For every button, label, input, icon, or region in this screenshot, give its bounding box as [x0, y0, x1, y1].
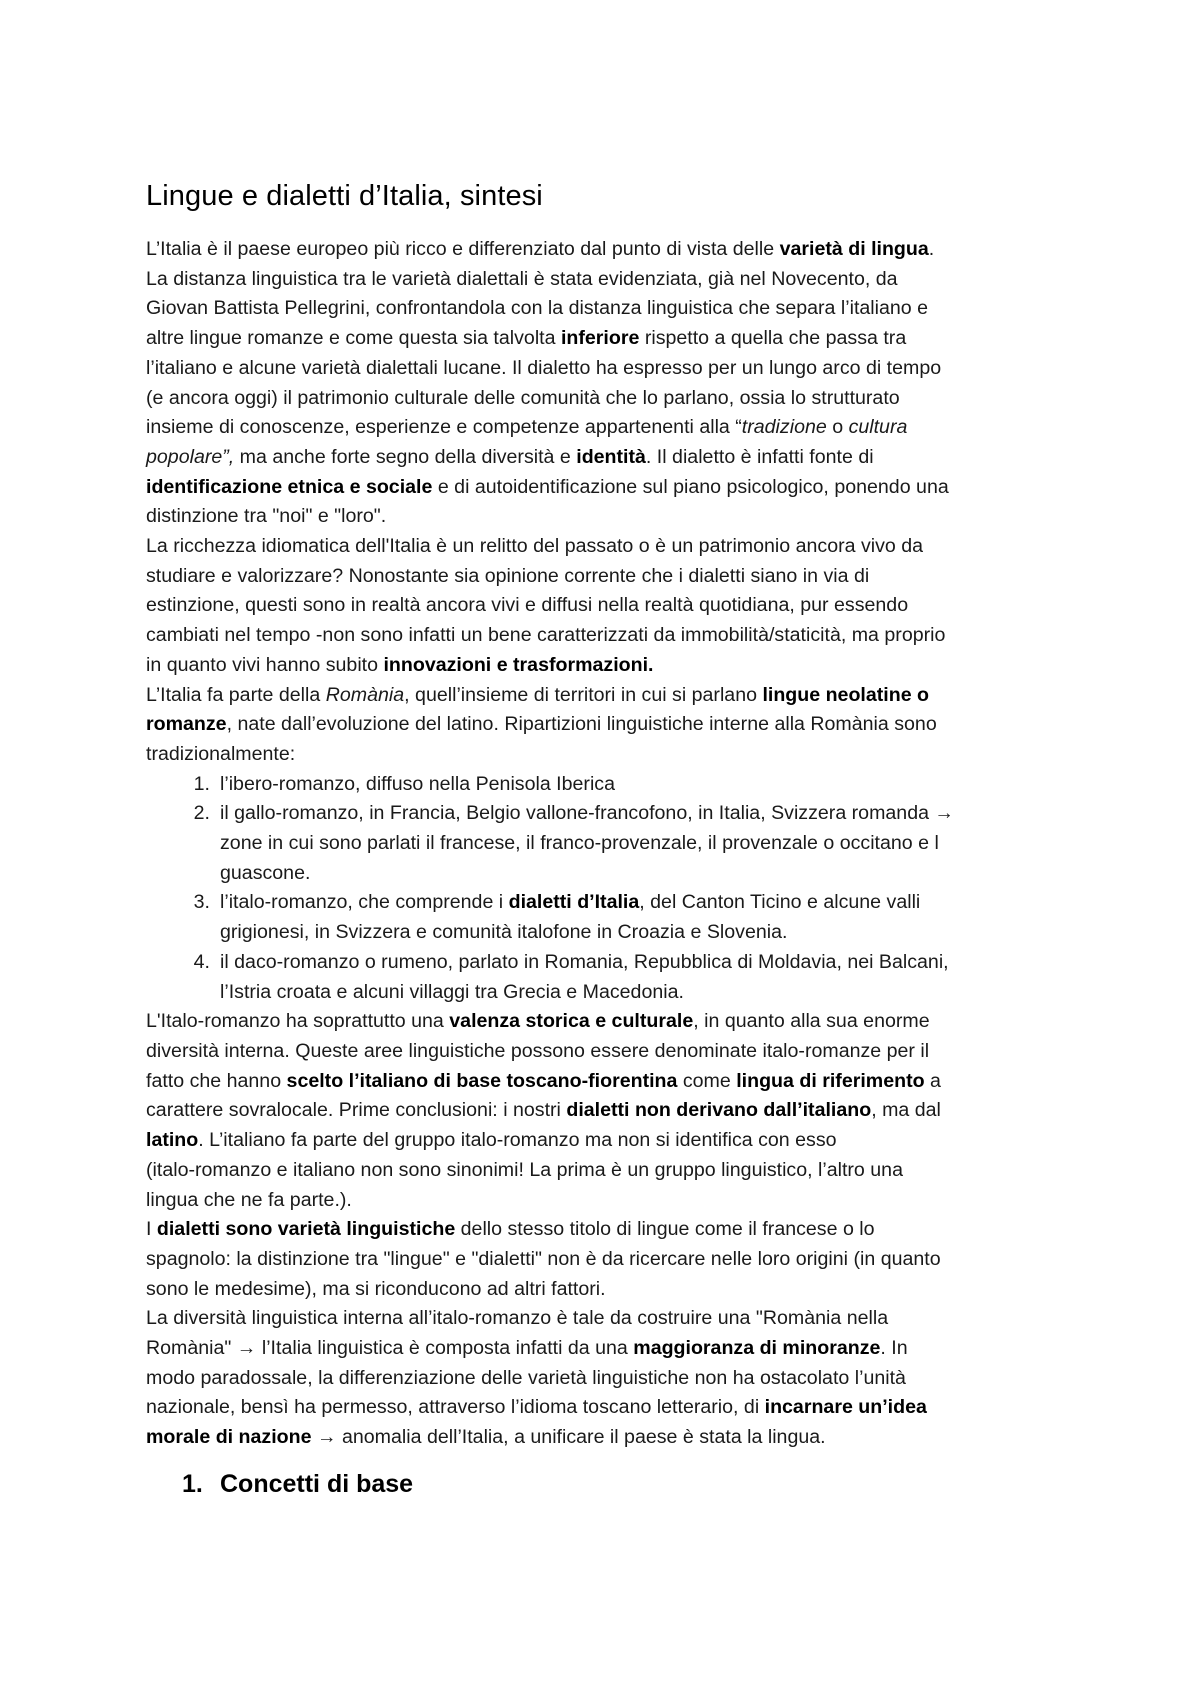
text-line: tradizionalmente: — [146, 742, 296, 765]
text-line — [146, 681, 1076, 711]
text-line — [146, 1067, 1076, 1097]
text-run: il gallo-romanzo, in Francia, Belgio vallone-francofono, in Italia, Svizzera romanda → — [220, 802, 955, 825]
text-line: l’italiano e alcune varietà dialettali lucane. Il dialetto ha espresso per un lungo arco di tempo — [146, 356, 942, 379]
bold-term: dialetti non derivano dall’italiano — [566, 1099, 872, 1122]
text-run: nazionale, bensì ha permesso, attraverso l’idioma toscano letterario, di — [146, 1396, 765, 1419]
text-line: cambiati nel tempo -non sono infatti un bene caratterizzati da immobilità/staticità, ma proprio — [146, 624, 946, 647]
text-run: , nate dall’evoluzione del latino. Ripartizioni linguistiche interne alla Romània sono — [226, 713, 937, 736]
text-line: distinzione tra "noi" e "loro". — [146, 505, 387, 528]
text-line — [146, 1423, 1076, 1453]
bold-term: identificazione etnica e sociale — [146, 475, 433, 498]
list-item — [146, 948, 1076, 978]
list-number: 4. — [193, 950, 210, 973]
text-run: come — [677, 1069, 737, 1092]
text-line: La diversità linguistica interna all’italo-romanzo è tale da costruire una "Romània nella — [146, 1307, 889, 1330]
list-item-continuation: guascone. — [220, 861, 311, 884]
bold-term: identità — [576, 445, 646, 468]
section-title: Concetti di base — [220, 1470, 414, 1498]
text-line — [146, 324, 1076, 354]
italic-term: popolare”, — [146, 445, 235, 468]
italic-term: cultura — [848, 416, 908, 439]
text-run: ma anche forte segno della diversità e — [234, 445, 577, 468]
text-run: . Il dialetto è infatti fonte di — [645, 445, 874, 468]
text-line — [146, 1126, 1076, 1156]
text-line: estinzione, questi sono in realtà ancora vivi e diffusi nella realtà quotidiana, pur essendo — [146, 594, 909, 617]
text-line — [146, 1096, 1076, 1126]
bold-term: dialetti sono varietà linguistiche — [156, 1218, 456, 1241]
text-run: a — [924, 1069, 941, 1092]
text-run: . In — [880, 1337, 908, 1360]
text-line: modo paradossale, la differenziazione delle varietà linguistiche non ha ostacolato l’unità — [146, 1366, 906, 1389]
bold-term: lingue neolatine o — [762, 683, 930, 706]
text-run: . L’italiano fa parte del gruppo italo-romanzo ma non si identifica con esso — [198, 1129, 837, 1152]
text-run: fatto che hanno — [146, 1069, 287, 1092]
text-run: carattere sovralocale. Prime conclusioni: i nostri — [146, 1099, 567, 1122]
section-number: 1. — [182, 1470, 203, 1498]
text-run: l’ibero-romanzo, diffuso nella Penisola Iberica — [220, 772, 615, 795]
text-line — [146, 413, 1076, 443]
text-run: rispetto a quella che passa tra — [639, 327, 907, 350]
list-number: 1. — [193, 772, 210, 795]
text-run: o — [826, 416, 849, 439]
bold-term: inferiore — [560, 327, 640, 350]
italic-term: tradizione — [741, 416, 827, 439]
list-item — [146, 770, 1076, 800]
text-line: studiare e valorizzare? Nonostante sia opinione corrente che i dialetti siano in via di — [146, 564, 870, 587]
text-line: La ricchezza idiomatica dell'Italia è un relitto del passato o è un patrimonio ancora vivo da — [146, 535, 924, 558]
text-run: insieme di conoscenze, esperienze e competenze appartenenti alla “ — [146, 416, 742, 439]
text-run: , ma dal — [871, 1099, 941, 1122]
text-run: l’italo-romanzo, che comprende i — [220, 891, 509, 914]
list-item-continuation: grigionesi, in Svizzera e comunità italofone in Croazia e Slovenia. — [220, 921, 788, 944]
text-line: spagnolo: la distinzione tra "lingue" e "dialetti" non è da ricercare nelle loro origini (in quanto — [146, 1247, 941, 1270]
bold-term: valenza storica e culturale — [449, 1010, 694, 1033]
section-heading — [182, 1470, 413, 1499]
text-run: dello stesso titolo di lingue come il francese o lo — [455, 1218, 875, 1241]
bold-term: romanze — [146, 713, 227, 736]
text-line: diversità interna. Queste aree linguistiche possono essere denominate italo-romanze per il — [146, 1039, 930, 1062]
text-run: , in quanto alla sua enorme — [693, 1010, 930, 1033]
italic-term: Romània — [325, 683, 405, 706]
text-line — [146, 1215, 1076, 1245]
bold-term: varietà di lingua — [779, 238, 929, 260]
text-run: . — [928, 238, 935, 260]
text-run: e di autoidentificazione sul piano psicologico, ponendo una — [432, 475, 949, 498]
text-line — [146, 651, 1076, 681]
page-title: Lingue e dialetti d’Italia, sintesi — [146, 180, 543, 212]
text-line — [146, 710, 1076, 740]
text-run: L'Italo-romanzo ha soprattutto una — [146, 1010, 450, 1033]
list-number: 2. — [193, 802, 210, 825]
text-run: , quell’insieme di territori in cui si parlano — [404, 683, 763, 706]
bold-term: lingua di riferimento — [736, 1069, 925, 1092]
text-line: sono le medesime), ma si riconducono ad altri fattori. — [146, 1277, 606, 1300]
text-run: il daco-romanzo o rumeno, parlato in Romania, Repubblica di Moldavia, nei Balcani, — [220, 950, 949, 973]
text-line: (e ancora oggi) il patrimonio culturale delle comunità che lo parlano, ossia lo strutturato — [146, 386, 900, 409]
text-run: I — [146, 1218, 157, 1241]
bold-term: maggioranza di minoranze — [633, 1337, 881, 1360]
text-line — [146, 1393, 1076, 1423]
bold-term: innovazioni e trasformazioni. — [383, 653, 654, 676]
bold-term: incarnare un’idea — [764, 1396, 927, 1419]
text-run: in quanto vivi hanno subito — [146, 653, 384, 676]
text-run: Romània" → l’Italia linguistica è composta infatti da una — [146, 1337, 634, 1360]
text-run: → anomalia dell’Italia, a unificare il paese è stata la lingua. — [311, 1426, 826, 1449]
body-text — [146, 235, 1076, 1453]
text-line: lingua che ne fa parte.). — [146, 1188, 352, 1211]
text-run: , del Canton Ticino e alcune valli — [639, 891, 921, 914]
text-line: (italo-romanzo e italiano non sono sinonimi! La prima è un gruppo linguistico, l’altro una — [146, 1158, 903, 1181]
text-line — [146, 235, 1076, 265]
bold-term: dialetti d’Italia — [508, 891, 640, 914]
text-line — [146, 473, 1076, 503]
list-item — [146, 888, 1076, 918]
text-run: L’Italia è il paese europeo più ricco e differenziato dal punto di vista delle — [146, 238, 780, 260]
text-line — [146, 443, 1076, 473]
list-item-continuation: l’Istria croata e alcuni villaggi tra Grecia e Macedonia. — [220, 980, 684, 1003]
list-item-continuation: zone in cui sono parlati il francese, il franco-provenzale, il provenzale o occitano e l — [220, 832, 939, 855]
text-line: Giovan Battista Pellegrini, confrontandola con la distanza linguistica che separa l’italiano e — [146, 297, 929, 320]
list-item — [146, 799, 1076, 829]
bold-term: morale di nazione — [146, 1426, 312, 1449]
text-line — [146, 1334, 1076, 1364]
text-run: L’Italia fa parte della — [146, 683, 326, 706]
text-run: altre lingue romanze e come questa sia talvolta — [146, 327, 561, 350]
text-line — [146, 1007, 1076, 1037]
bold-term: latino — [146, 1129, 199, 1152]
text-line: La distanza linguistica tra le varietà dialettali è stata evidenziata, già nel Novecento, da — [146, 267, 898, 290]
bold-term: scelto l’italiano di base toscano-fiorentina — [286, 1069, 678, 1092]
list-number: 3. — [193, 891, 210, 914]
